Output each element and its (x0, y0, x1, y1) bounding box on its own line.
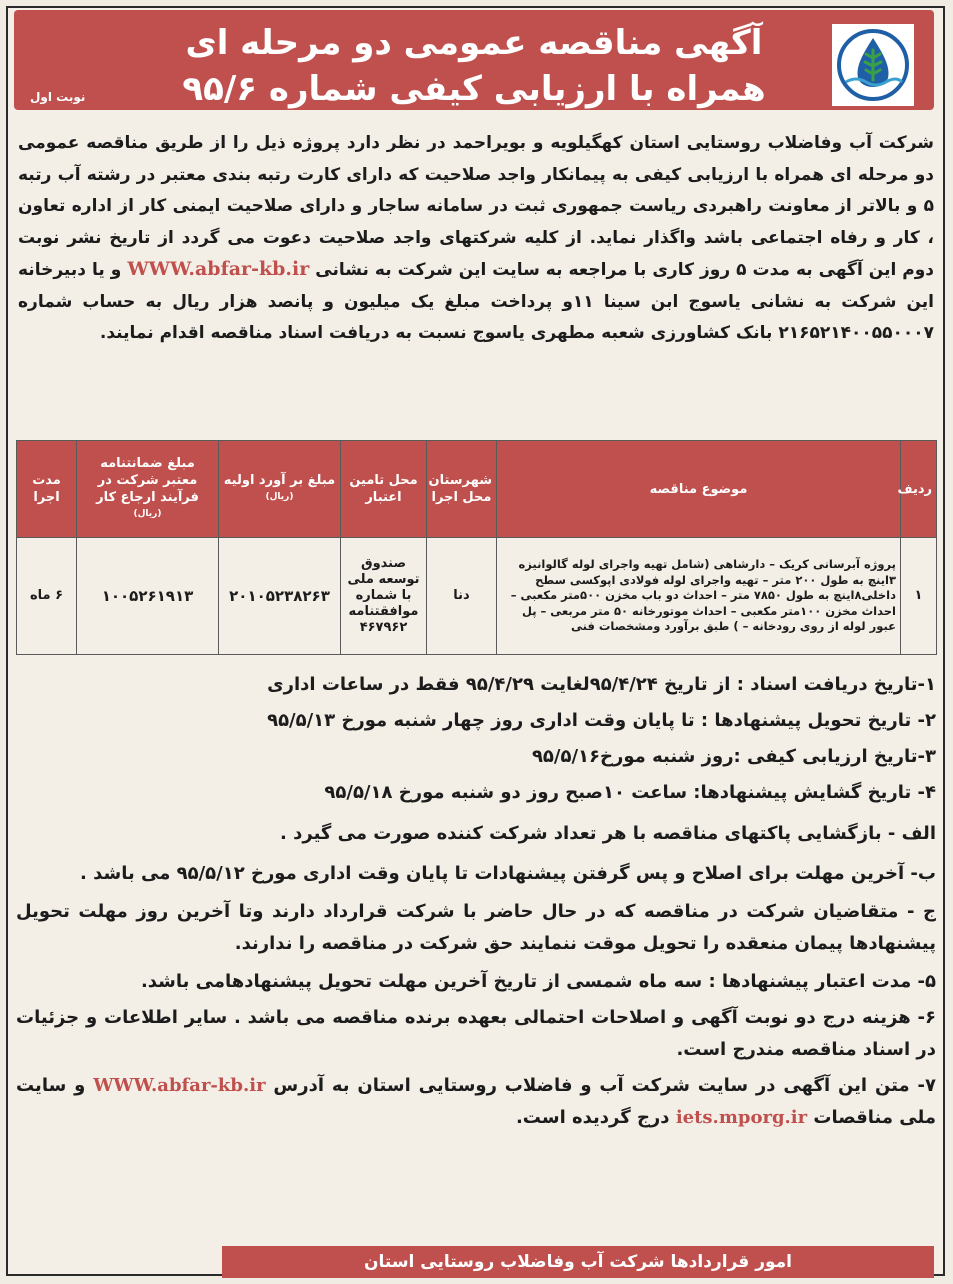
title-line-1: آگهی مناقصه عمومی دو مرحله ای (185, 23, 763, 63)
notice-header (14, 10, 934, 110)
website-link[interactable]: WWW.abfar-kb.ir (127, 258, 310, 280)
table-row (17, 538, 937, 655)
list-item-7 (16, 1070, 936, 1134)
estimate-label: مبلغ بر آورد اولیه (223, 473, 336, 488)
guarantee-unit: (ریال) (133, 509, 162, 519)
cell-funding: صندوق توسعه ملی با شماره موافقتنامه ۴۶۷۹۶۲ (341, 538, 427, 655)
table-header-row (17, 441, 937, 538)
list-item: ۲- تاریخ تحویل پیشنهادها : تا پایان وقت اداری روز چهار شنبه مورخ ۹۵/۵/۱۳ (267, 710, 936, 731)
website-link-2[interactable]: WWW.abfar-kb.ir (93, 1075, 266, 1096)
col-header-funding: محل تامین اعتبار (341, 441, 427, 538)
cell-county: دنا (427, 538, 497, 655)
cell-subject: پروژه آبرسانی کریک – دارشاهی (شامل تهیه واجرای لوله گالوانیزه ۳اینچ به طول ۲۰۰ متر – تهیه واجرای لوله فولادی اپوکسی سطح داخلی۸اینچ به طول ۷۸۵۰ متر – احداث دو باب مخزن ۵۰۰متر مکعبی – احداث مخزن ۱۰۰متر مکعبی – احداث موتورخانه ۵۰ متر مربعی – پل عبور لوله از روی رودخانه – ) طبق برآورد ومشخصات فنی (497, 538, 901, 655)
item7-before: ۷- متن این آگهی در سایت شرکت آب و فاضلاب روستایی استان به آدرس (273, 1075, 936, 1096)
item7-middle: و سایت ملی مناقصات (16, 1075, 936, 1128)
conditions-list (16, 668, 936, 1134)
list-item: ۶- هزینه درج دو نوبت آگهی و اصلاحات احتمالی بعهده برنده مناقصه می باشد . سایر اطلاعات و جزئیات در اسناد مناقصه مندرج است. (16, 1007, 936, 1060)
cell-duration: ۶ ماه (17, 538, 77, 655)
col-header-duration: مدت اجرا (17, 441, 77, 538)
iets-link[interactable]: iets.mporg.ir (675, 1107, 808, 1128)
list-item: ۱-تاریخ دریافت اسناد : از تاریخ ۹۵/۴/۲۴لغایت ۹۵/۴/۲۹ فقط در ساعات اداری (267, 674, 936, 695)
list-item: الف - بازگشایی پاکتهای مناقصه با هر تعداد شرکت کننده صورت می گیرد . (280, 823, 936, 844)
list-item: ب- آخرین مهلت برای اصلاح و پس گرفتن پیشنهادات تا پایان وقت اداری مورخ ۹۵/۵/۱۲ می باشد . (80, 863, 936, 884)
col-header-guarantee (77, 441, 219, 538)
list-item: ج - متقاضیان شرکت در مناقصه که در حال حاضر با شرکت قرارداد دارند وتا آخرین روز مهلت تحویل پیشنهادها پیمان منعقده را تحویل موقت ننمایند حق شرکت در مناقصه را ندارند. (16, 901, 936, 954)
list-item: ۳-تاریخ ارزیابی کیفی :روز شنبه مورخ۹۵/۵/۱۶ (531, 746, 936, 767)
intro-text: شرکت آب وفاضلاب روستایی استان کهگیلویه و بویراحمد در نظر دارد پروژه ذیل را از طریق مناقصه عمومی دو مرحله ای همراه با ارزیابی کیفی به پیمانکار واجد صلاحیت که دارای کارت رتبه بندی معتبر در رشته آب رتبه ۵ و بالاتر از معاونت راهبردی ریاست جمهوری ثبت در سامانه ساجار و دارای صلاحیت ایمنی کار از اداره تعاون ، کار و رفاه اجتماعی باشد واگذار نماید. از کلیه شرکتهای واجد صلاحیت دعوت می گردد از تاریخ نشر نوبت دوم این آگهی به مدت ۵ روز کاری با مراجعه به سایت این شرکت به نشانی (18, 133, 935, 280)
list-item: ۵- مدت اعتبار پیشنهادها : سه ماه شمسی از تاریخ آخرین مهلت تحویل پیشنهادهامی باشد. (140, 971, 936, 992)
title-line-2: همراه با ارزیابی کیفی شماره ۹۵/۶ (182, 69, 766, 109)
col-header-estimate (219, 441, 341, 538)
round-badge: نوبت اول (22, 88, 93, 106)
cell-guarantee: ۱۰۰۵۲۶۱۹۱۳ (77, 538, 219, 655)
guarantee-label: مبلغ ضمانتنامه معتبر شرکت در فرآیند ارجاع کار (96, 456, 199, 505)
footer-banner: امور قراردادها شرکت آب وفاضلاب روستایی استان (222, 1246, 934, 1278)
item7-after: درج گردیده است. (515, 1107, 670, 1128)
water-drop-wheat-logo-icon (830, 22, 916, 108)
list-item: ۴- تاریخ گشایش پیشنهادها: ساعت ۱۰صبح روز دو شنبه مورخ ۹۵/۵/۱۸ (324, 782, 936, 803)
intro-paragraph (18, 128, 934, 350)
estimate-unit: (ریال) (265, 492, 294, 502)
notice-title (164, 20, 784, 112)
cell-estimate: ۲۰۱۰۵۲۳۸۲۶۳ (219, 538, 341, 655)
col-header-county: شهرستان محل اجرا (427, 441, 497, 538)
col-header-row: ردیف (901, 441, 937, 538)
col-header-subject: موضوع مناقصه (497, 441, 901, 538)
tender-table (16, 440, 937, 655)
intro-text-after: و یا دبیرخانه این شرکت به نشانی یاسوج ابن سینا ۱۱و پرداخت مبلغ یک میلیون و پانصد هزار ریال به حساب شماره ۲۱۶۵۲۱۴۰۰۵۵۰۰۰۷ بانک کشاورزی شعبه مطهری یاسوج نسبت به دریافت اسناد مناقصه اقدام نمایند. (18, 260, 934, 343)
cell-row: ۱ (901, 538, 937, 655)
